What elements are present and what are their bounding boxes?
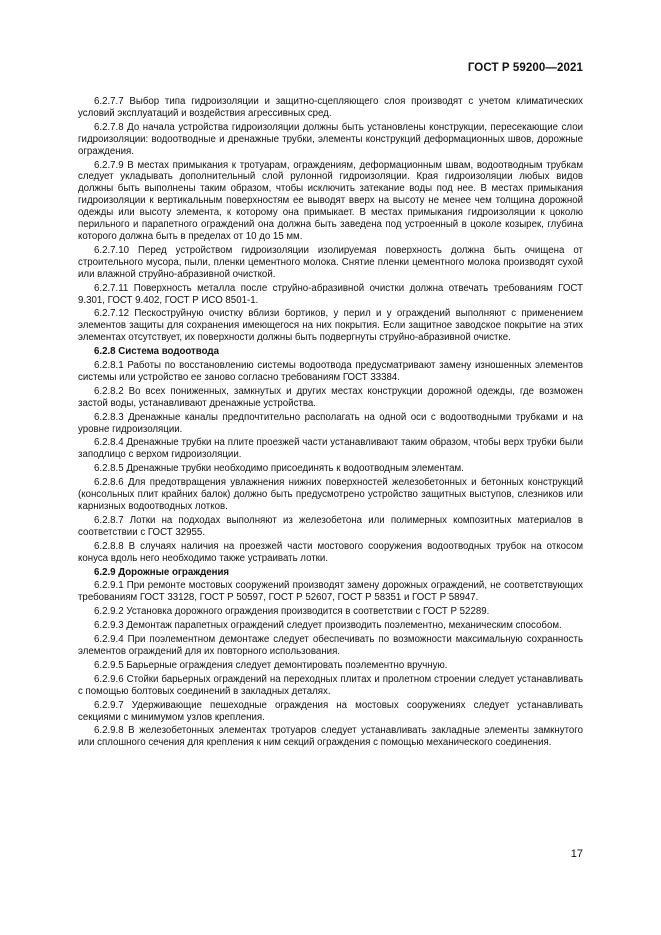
document-code: ГОСТ Р 59200—2021: [467, 62, 583, 74]
paragraph: 6.2.9.8 В железобетонных элементах тротуаров следует устанавливать закладные элементы замкнутого или сплошного сечения для крепления к ним секций ограждения с помощью механического соединения.: [78, 725, 583, 749]
paragraph: 6.2.9.3 Демонтаж парапетных ограждений следует производить поэлементно, механическим способом.: [94, 620, 562, 632]
paragraph: 6.2.7.10 Перед устройством гидроизоляции изолируемая поверхность должна быть очищена от строительного мусора, пыли, пленки цементного молока. Снятие пленки цементного молока производят сухой или влажной струйно-абразивной очисткой.: [78, 244, 583, 280]
paragraph: 6.2.9.7 Удерживающие пешеходные ограждения на мостовых сооружениях следует устанавливать секциями с минимумом узлов крепления.: [78, 699, 583, 723]
section-heading: 6.2.8 Система водоотвода: [94, 346, 219, 358]
paragraph: 6.2.9.4 При поэлементном демонтаже следует обеспечивать по возможности максимальную сохранность элементов ограждений для их повторного использования.: [78, 634, 583, 657]
paragraph: 6.2.8.4 Дренажные трубки на плите проезжей части устанавливают таким образом, чтобы верх трубки были заподлицо с верхом гидроизоляции.: [78, 437, 583, 461]
paragraph: 6.2.8.3 Дренажные каналы предпочтительно располагать на одной оси с водоотводными трубками и на уровне гидроизоляции.: [78, 411, 583, 435]
paragraph: 6.2.9.1 При ремонте мостовых сооружений производят замену дорожных ограждений, не соответствующих требованиям ГОСТ 33128, ГОСТ Р 50597, ГОСТ Р 52607, ГОСТ Р 58351 и ГОСТ Р 58947.: [78, 580, 583, 604]
page-body: [78, 96, 583, 751]
paragraph: 6.2.7.11 Поверхность металла после струйно-абразивной очистки должна отвечать требованиям ГОСТ 9.301, ГОСТ 9.402, ГОСТ Р ИСО 8501-1.: [78, 282, 583, 306]
paragraph: 6.2.9.6 Стойки барьерных ограждений на переходных плитах и пролетном строении следует устанавливать с помощью болтовых соединений в закладных деталях.: [78, 673, 583, 697]
section-heading: 6.2.9 Дорожные ограждения: [94, 566, 230, 578]
paragraph: 6.2.9.2 Установка дорожного ограждения производится в соответствии с ГОСТ Р 52289.: [94, 606, 490, 618]
paragraph: 6.2.8.2 Во всех пониженных, замкнутых и других местах конструкции дорожной одежды, где возможен застой воды, устанавливают дренажные устройства.: [78, 385, 583, 409]
paragraph: 6.2.7.12 Пескоструйную очистку вблизи бортиков, у перил и у ограждений выполняют с применением элементов защиты для сохранения имеющегося на них покрытия. Если защитное заводское покрытие на этих элементах отсутствует, их поверхности должны быть подвергнуты струйно-абразивной очистке.: [78, 308, 583, 344]
paragraph: 6.2.8.6 Для предотвращения увлажнения нижних поверхностей железобетонных и бетонных конструкций (консольных плит крайних балок) должно быть предусмотрено устройство защитных выступов, слезников или карнизных водоотводных лотков.: [78, 477, 583, 512]
page-number: 17: [570, 848, 583, 860]
paragraph: 6.2.8.5 Дренажные трубки необходимо присоединять к водоотводным элементам.: [94, 463, 464, 475]
paragraph: 6.2.8.7 Лотки на подходах выполняют из железобетона или полимерных композитных материалов в соответствии с ГОСТ 32955.: [78, 514, 583, 538]
paragraph: 6.2.7.7 Выбор типа гидроизоляции и защитно-сцепляющего слоя производят с учетом климатических условий эксплуатаций и воздействия агрессивных сред.: [78, 96, 583, 119]
paragraph: 6.2.7.8 До начала устройства гидроизоляции должны быть установлены конструкции, пересекающие слои гидроизоляции: водоотводные и дренажные трубки, элементы конструкций деформационных швов, дорожные ограждения.: [78, 121, 583, 157]
paragraph: 6.2.8.8 В случаях наличия на проезжей части мостового сооружения водоотводных трубок на откосом конуса вдоль него необходимо также устраивать лотки.: [78, 540, 583, 564]
paragraph: 6.2.8.1 Работы по восстановлению системы водоотвода предусматривают замену изношенных элементов системы или устройство ее заново согласно требованиям ГОСТ 33384.: [78, 360, 583, 383]
paragraph: 6.2.9.5 Барьерные ограждения следует демонтировать поэлементно вручную.: [94, 659, 448, 671]
paragraph: 6.2.7.9 В местах примыкания к тротуарам, ограждениям, деформационным швам, водоотводным трубкам следует укладывать дополнительный слой рулонной гидроизоляции. Края гидроизоляции любых видов должны быть выполнены таким образом, чтобы исключить затекание воды под нее. В местах примыкания гидроизоляции к вертикальным поверхностям ее выводят вверх на высоту не менее чем толщина дорожной одежды или высоту элемента, к которому она примыкает. В местах примыкания гидроизоляции к цоколю перильного и парапетного ограждений она должна быть заведена под устроенный в цоколе козырек, глубина которого должна быть в пределах от 10 до 15 мм.: [78, 159, 583, 242]
